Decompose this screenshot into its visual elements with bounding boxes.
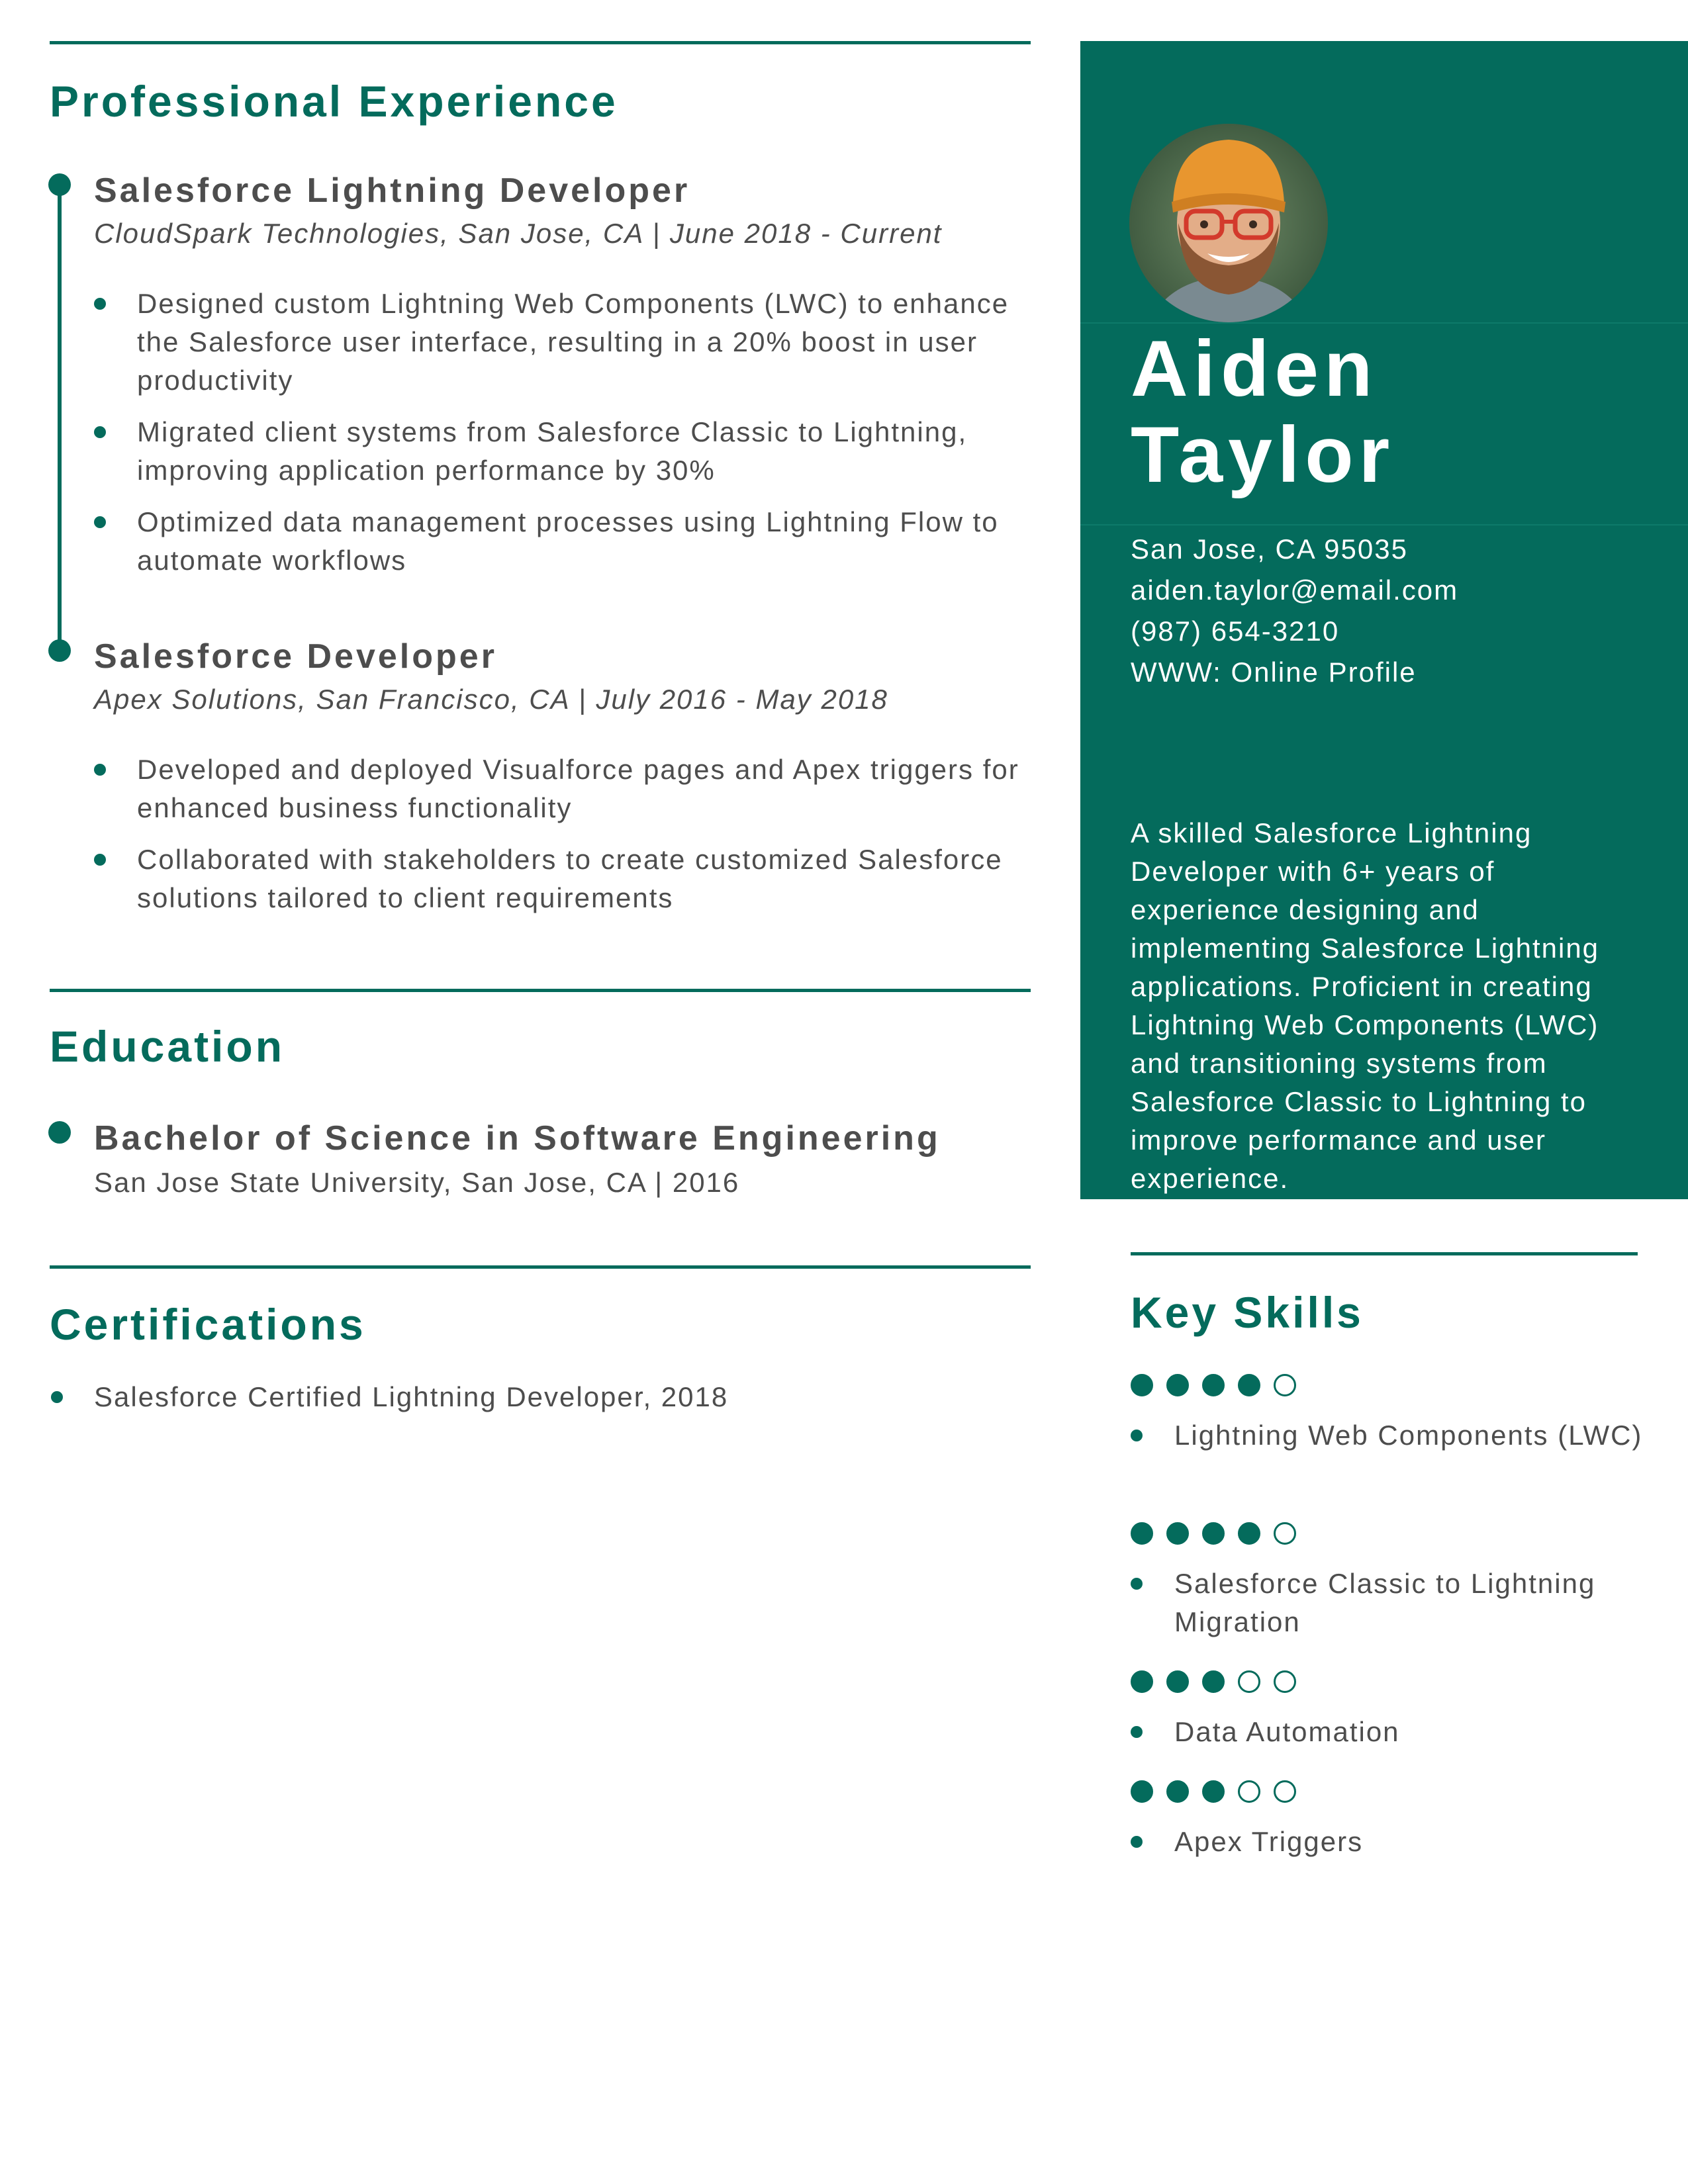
certifications-heading: Certifications (50, 1300, 366, 1349)
rating-dot-empty (1274, 1780, 1296, 1803)
list-item: Designed custom Lightning Web Components (LWC) to enhance the Salesforce user interface, resulting in a 20% boost in user productivity (137, 285, 1031, 400)
rating-dot-filled (1131, 1374, 1153, 1396)
job-title: Salesforce Lightning Developer (94, 171, 690, 210)
contact-website[interactable]: WWW: Online Profile (1131, 657, 1417, 688)
skills-heading: Key Skills (1131, 1288, 1364, 1337)
education-heading: Education (50, 1022, 285, 1071)
rating-dot-empty (1274, 1374, 1296, 1396)
list-item: Migrated client systems from Salesforce Classic to Lightning, improving application performance by 30% (137, 413, 1031, 490)
timeline-dot (48, 1121, 71, 1144)
job-title: Salesforce Developer (94, 637, 497, 676)
certifications-top-rule (50, 1265, 1031, 1269)
skill-item: Salesforce Classic to Lightning Migration (1174, 1565, 1651, 1641)
rating-dot-filled (1131, 1780, 1153, 1803)
timeline-dot (48, 173, 71, 196)
list-item: Optimized data management processes using Lightning Flow to automate workflows (137, 503, 1031, 580)
profile-summary: A skilled Salesforce Lightning Developer with 6+ years of experience designing and implementing Salesforce Lightning applications. Proficient in creating Lightning Web Components (LWC) and transitioning systems from Salesforce Classic to Lightning to improve performance and user experience. (1131, 817, 1600, 1194)
rating-dot-filled (1131, 1522, 1153, 1545)
rating-dot-empty (1274, 1670, 1296, 1693)
degree-title: Bachelor of Science in Software Engineering (94, 1119, 941, 1158)
list-item: Salesforce Certified Lightning Developer, 2018 (94, 1378, 1021, 1416)
rating-dot-filled (1166, 1374, 1189, 1396)
sidebar-divider (1080, 524, 1688, 525)
rating-dot-filled (1238, 1374, 1260, 1396)
first-name: Aiden (1131, 324, 1378, 413)
job-meta: CloudSpark Technologies, San Jose, CA | June 2018 - Current (94, 218, 943, 249)
school-meta: San Jose State University, San Jose, CA | 2016 (94, 1167, 740, 1198)
list-item: Developed and deployed Visualforce pages and Apex triggers for enhanced business functionality (137, 751, 1031, 827)
contact-email[interactable]: aiden.taylor@email.com (1131, 574, 1459, 606)
skill-item: Apex Triggers (1174, 1823, 1651, 1861)
experience-timeline (58, 185, 62, 649)
rating-dot-empty (1274, 1522, 1296, 1545)
rating-dot-filled (1202, 1374, 1225, 1396)
certifications-list (94, 1378, 1021, 1416)
candidate-name (1131, 326, 1395, 498)
rating-dot-filled (1202, 1670, 1225, 1693)
rating-dot-filled (1166, 1522, 1189, 1545)
job-bullets (137, 285, 1031, 593)
rating-dot-filled (1131, 1670, 1153, 1693)
experience-heading: Professional Experience (50, 77, 618, 126)
list-item: Collaborated with stakeholders to create customized Salesforce solutions tailored to client requirements (137, 841, 1031, 917)
rating-dot-filled (1202, 1780, 1225, 1803)
education-top-rule (50, 989, 1031, 992)
rating-dot-filled (1166, 1670, 1189, 1693)
rating-dot-filled (1166, 1780, 1189, 1803)
skill-item: Lightning Web Components (LWC) (1174, 1416, 1651, 1455)
skills-top-rule (1131, 1252, 1638, 1255)
job-bullets (137, 751, 1031, 931)
rating-dot-empty (1238, 1670, 1260, 1693)
job-meta: Apex Solutions, San Francisco, CA | July 2016 - May 2018 (94, 684, 888, 715)
rating-dot-empty (1238, 1780, 1260, 1803)
last-name: Taylor (1131, 410, 1395, 499)
sidebar-divider (1080, 322, 1688, 324)
contact-phone: (987) 654-3210 (1131, 615, 1340, 647)
skill-item: Data Automation (1174, 1713, 1651, 1751)
profile-sidebar (1080, 41, 1688, 1199)
experience-top-rule (50, 41, 1031, 44)
rating-dot-filled (1202, 1522, 1225, 1545)
avatar-portrait-icon (1129, 124, 1328, 322)
avatar (1129, 124, 1328, 322)
contact-location: San Jose, CA 95035 (1131, 533, 1408, 565)
rating-dot-filled (1238, 1522, 1260, 1545)
timeline-dot (48, 639, 71, 662)
